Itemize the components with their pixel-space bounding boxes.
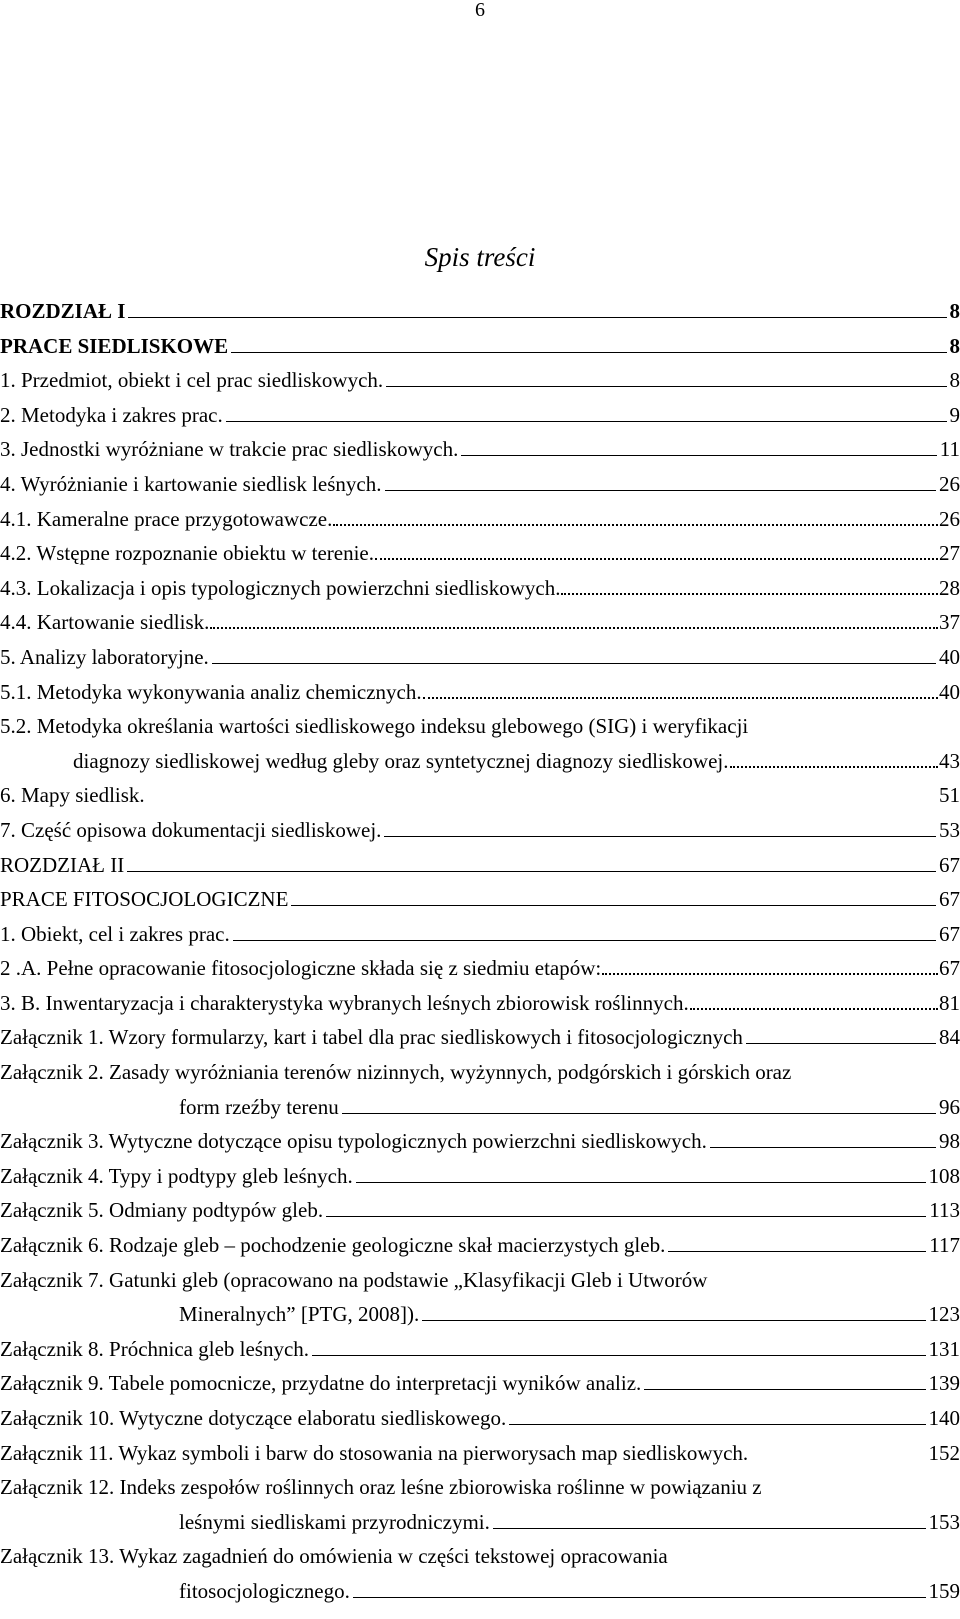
toc-entry-label: 3. Jednostki wyróżniane w trakcie prac siedliskowych. <box>0 437 459 462</box>
toc-entry[interactable] <box>0 1193 960 1228</box>
toc-page-number: 98 <box>939 1129 960 1154</box>
toc-entry-label: ROZDZIAŁ I <box>0 299 126 323</box>
toc-page-number: 67 <box>939 956 960 981</box>
toc-entry-label: 2 .A. Pełne opracowanie fitosocjologiczne składa się z siedmiu etapów: <box>0 956 602 981</box>
toc-page-number: 117 <box>929 1233 960 1258</box>
toc-page-number: 27 <box>939 541 960 566</box>
toc-entry[interactable] <box>0 1020 960 1055</box>
toc-entry-label: 1. Przedmiot, obiekt i cel prac siedliskowych. <box>0 368 384 393</box>
toc-page-number: 140 <box>928 1406 960 1430</box>
toc-entry[interactable] <box>0 294 960 329</box>
toc-entry-label-continuation: Mineralnych” [PTG, 2008]). <box>179 1302 420 1327</box>
toc-entry-label: 5.1. Metodyka wykonywania analiz chemicznych. <box>0 679 422 704</box>
toc-leader <box>746 1023 936 1044</box>
toc-leader <box>127 851 936 872</box>
toc-page-number: 26 <box>939 506 960 531</box>
toc-entry-label: ROZDZIAŁ II <box>0 852 125 877</box>
toc-entry[interactable] <box>0 848 960 883</box>
toc-entry-label: 2. Metodyka i zakres prac. <box>0 402 223 427</box>
toc-entry-label: 5.2. Metodyka określania wartości siedliskowego indeksu glebowego (SIG) i weryfikacji <box>0 714 749 739</box>
toc-entry[interactable] <box>0 986 960 1021</box>
toc-page-number: 8 <box>949 368 960 393</box>
toc-page-number: 51 <box>939 783 960 808</box>
toc-entry-label: 7. Część opisowa dokumentacji siedliskowej. <box>0 817 382 842</box>
toc-page-number: 153 <box>928 1509 960 1534</box>
toc-page-number: 113 <box>929 1198 960 1223</box>
toc-page-number: 67 <box>939 852 960 877</box>
toc-leader <box>333 505 938 526</box>
toc-entry[interactable] <box>0 1539 960 1608</box>
toc-leader <box>226 401 947 422</box>
toc-entry[interactable] <box>0 1366 960 1401</box>
toc-entry-label: Załącznik 11. Wykaz symboli i barw do stosowania na pierworysach map siedliskowych. <box>0 1440 749 1465</box>
toc-page-number: 108 <box>928 1163 960 1188</box>
toc-leader <box>751 1440 925 1460</box>
toc-entry-label: Załącznik 8. Próchnica gleb leśnych. <box>0 1336 310 1361</box>
toc-page-number: 67 <box>939 887 960 912</box>
toc-leader <box>210 608 938 629</box>
toc-entry[interactable] <box>0 432 960 467</box>
toc-entry-label-continuation: diagnozy siedliskowej według gleby oraz syntetycznej diagnozy siedliskowej. <box>73 748 729 773</box>
toc-entry-label: Załącznik 5. Odmiany podtypów gleb. <box>0 1198 324 1223</box>
toc-entry[interactable] <box>0 536 960 571</box>
toc-entry-label: Załącznik 9. Tabele pomocnicze, przydatne do interpretacji wyników analiz. <box>0 1371 642 1396</box>
toc-leader <box>312 1335 925 1356</box>
toc-entry[interactable] <box>0 1055 960 1124</box>
toc-entry-label: Załącznik 12. Indeks zespołów roślinnych oraz leśne zbiorowiska roślinne w powiązaniu z <box>0 1475 762 1500</box>
toc-entry[interactable] <box>0 675 960 710</box>
toc-entry[interactable] <box>0 1263 960 1332</box>
toc-leader <box>386 366 946 387</box>
toc-entry-label: 4. Wyróżnianie i kartowanie siedlisk leśnych. <box>0 471 382 496</box>
toc-entry-label-continuation: leśnymi siedliskami przyrodniczymi. <box>179 1509 490 1534</box>
toc-leader <box>212 643 936 664</box>
toc-leader <box>690 989 938 1010</box>
toc-entry-label: Załącznik 3. Wytyczne dotyczące opisu typologicznych powierzchni siedliskowych. <box>0 1129 707 1154</box>
toc-entry[interactable] <box>0 1124 960 1159</box>
table-of-contents <box>0 294 960 1609</box>
toc-page-number: 123 <box>928 1302 960 1327</box>
toc-page-number: 139 <box>928 1371 960 1396</box>
toc-entry-label: 4.4. Kartowanie siedlisk. <box>0 610 210 635</box>
toc-entry[interactable] <box>0 502 960 537</box>
toc-page-number: 81 <box>939 990 960 1015</box>
toc-leader <box>375 539 938 560</box>
toc-entry-label: Załącznik 13. Wykaz zagadnień do omówienia w części tekstowej opracowania <box>0 1544 668 1569</box>
toc-page-number: 8 <box>949 299 960 323</box>
toc-entry[interactable] <box>0 778 960 813</box>
toc-page-number: 8 <box>949 333 960 358</box>
toc-entry[interactable] <box>0 1436 960 1471</box>
toc-page-number: 152 <box>928 1440 960 1465</box>
toc-leader <box>384 816 936 837</box>
toc-leader <box>291 885 936 906</box>
toc-page-number: 37 <box>939 610 960 635</box>
toc-page-number: 28 <box>939 575 960 600</box>
toc-entry-label: Załącznik 10. Wytyczne dotyczące elaboratu siedliskowego. <box>0 1406 507 1430</box>
toc-leader <box>422 1300 925 1321</box>
toc-entry[interactable] <box>0 571 960 606</box>
toc-entry[interactable] <box>0 398 960 433</box>
toc-entry[interactable] <box>0 882 960 917</box>
toc-leader <box>710 1127 936 1148</box>
toc-leader <box>730 747 938 768</box>
page-number: 6 <box>475 0 485 21</box>
toc-entry[interactable] <box>0 605 960 640</box>
toc-entry[interactable] <box>0 1470 960 1539</box>
toc-leader <box>461 435 936 456</box>
toc-page-number: 9 <box>949 402 960 427</box>
toc-leader <box>342 1093 936 1114</box>
toc-entry-label: 4.1. Kameralne prace przygotowawcze. <box>0 506 333 531</box>
toc-page-number: 40 <box>939 679 960 704</box>
toc-entry[interactable] <box>0 640 960 675</box>
toc-leader <box>644 1369 925 1390</box>
toc-entry-label: 5. Analizy laboratoryjne. <box>0 644 209 669</box>
toc-page-number: 84 <box>939 1025 960 1050</box>
toc-entry-label: Załącznik 2. Zasady wyróżniania terenów nizinnych, wyżynnych, podgórskich i górskich oraz <box>0 1060 792 1085</box>
toc-leader <box>509 1404 925 1425</box>
toc-leader <box>353 1577 926 1598</box>
toc-entry-label-continuation: fitosocjologicznego. <box>179 1578 350 1603</box>
toc-entry-label: Załącznik 6. Rodzaje gleb – pochodzenie geologiczne skał macierzystych gleb. <box>0 1233 666 1258</box>
toc-entry-label: Załącznik 7. Gatunki gleb (opracowano na podstawie „Klasyfikacji Gleb i Utworów <box>0 1267 708 1292</box>
page-title: Spis treści <box>424 242 536 272</box>
toc-entry[interactable] <box>0 1159 960 1194</box>
toc-leader <box>668 1231 926 1252</box>
toc-entry[interactable] <box>0 467 960 502</box>
toc-entry[interactable] <box>0 1401 960 1436</box>
toc-entry[interactable] <box>0 709 960 778</box>
toc-page-number: 40 <box>939 644 960 669</box>
toc-leader <box>602 954 938 975</box>
toc-page-number: 43 <box>939 748 960 773</box>
toc-entry-label: 1. Obiekt, cel i zakres prac. <box>0 921 230 946</box>
toc-entry-label: Załącznik 4. Typy i podtypy gleb leśnych. <box>0 1163 353 1188</box>
toc-page-number: 67 <box>939 921 960 946</box>
toc-entry[interactable] <box>0 363 960 398</box>
toc-entry-label: PRACE FITOSOCJOLOGICZNE <box>0 887 289 912</box>
toc-leader <box>356 1162 926 1183</box>
toc-page-number: 96 <box>939 1094 960 1119</box>
toc-leader <box>148 782 936 802</box>
toc-leader <box>423 678 938 699</box>
toc-page-number: 53 <box>939 817 960 842</box>
toc-leader <box>233 920 936 941</box>
toc-entry-label: Załącznik 1. Wzory formularzy, kart i tabel dla prac siedliskowych i fitosocjologicznych <box>0 1025 743 1050</box>
toc-entry[interactable] <box>0 1332 960 1367</box>
toc-leader <box>561 574 938 595</box>
toc-entry[interactable] <box>0 951 960 986</box>
toc-entry-label-continuation: form rzeźby terenu <box>179 1094 339 1119</box>
toc-entry-label: PRACE SIEDLISKOWE <box>0 333 229 358</box>
toc-page-number: 159 <box>928 1578 960 1603</box>
toc-entry[interactable] <box>0 1228 960 1263</box>
toc-entry[interactable] <box>0 917 960 952</box>
toc-leader <box>231 332 946 353</box>
toc-entry-label: 4.3. Lokalizacja i opis typologicznych powierzchni siedliskowych. <box>0 575 561 600</box>
toc-leader <box>128 297 946 318</box>
toc-leader <box>385 470 937 491</box>
toc-entry-label: 4.2. Wstępne rozpoznanie obiektu w terenie. <box>0 541 374 566</box>
toc-page-number: 11 <box>939 437 960 462</box>
toc-leader <box>326 1196 926 1217</box>
toc-entry-label: 6. Mapy siedlisk. <box>0 783 145 808</box>
toc-page-number: 26 <box>939 471 960 496</box>
toc-page-number: 131 <box>928 1336 960 1361</box>
toc-leader <box>493 1508 926 1529</box>
toc-entry[interactable] <box>0 813 960 848</box>
toc-entry[interactable] <box>0 329 960 364</box>
toc-entry-label: 3. B. Inwentaryzacja i charakterystyka wybranych leśnych zbiorowisk roślinnych. <box>0 990 689 1015</box>
